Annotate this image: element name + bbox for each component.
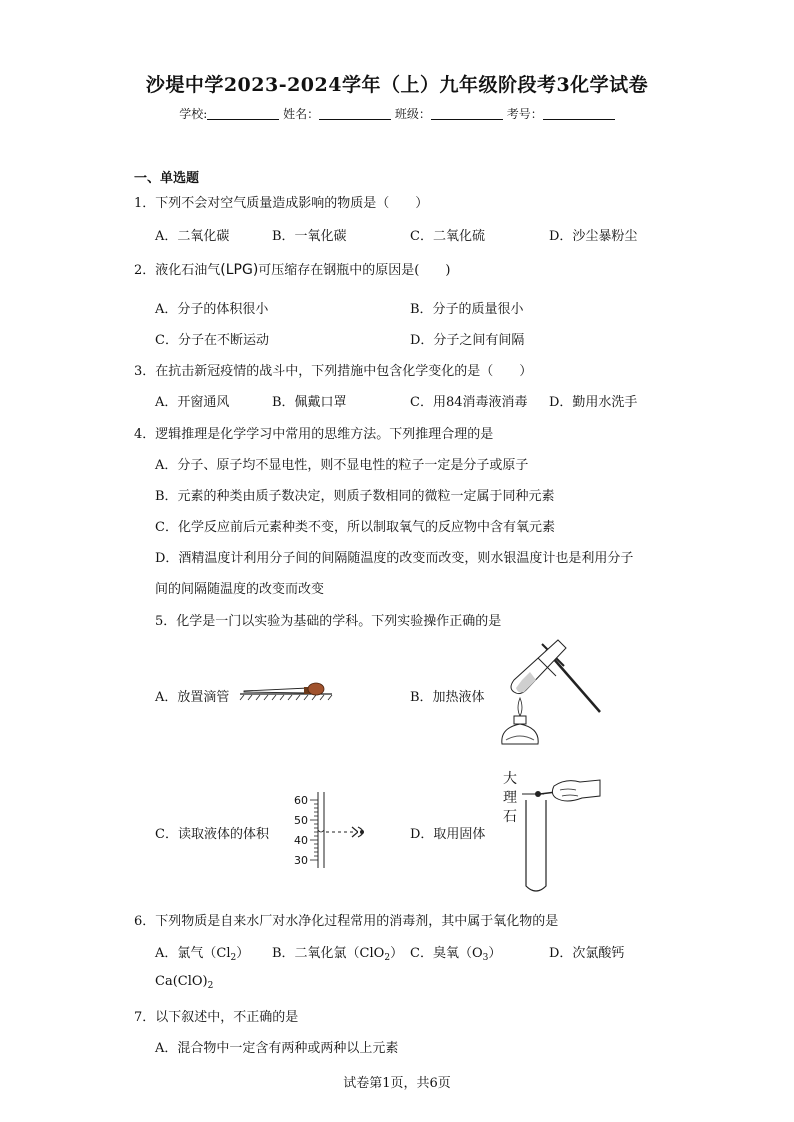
q2-option-a[interactable]: A．分子的体积很小 [155,302,269,317]
page-footer: 试卷第1页，共6页 [343,1076,451,1091]
question-1-stem: 1．下列不会对空气质量造成影响的物质是（ ） [134,196,429,211]
q6-option-b-sub: 2 [384,953,391,963]
question-3-stem: 3．在抗击新冠疫情的战斗中，下列措施中包含化学变化的是（ ） [134,364,533,379]
q1-option-a[interactable]: A．二氧化碳 [155,229,230,244]
cylinder-tick-50: 50 [294,814,308,827]
marble-label-1: 大 [503,771,517,787]
q2-stem-post: 可压缩存在钢瓶中的原因是( ) [258,263,451,278]
student-info-line [0,105,794,122]
question-2-stem [134,259,450,278]
q6-option-a-sub: 2 [230,953,237,963]
q6-option-d-formula [155,974,213,991]
q6-option-c[interactable] [410,942,501,963]
q6-option-b-close: ） [390,946,404,961]
q1-option-d[interactable]: D．沙尘暴粉尘 [549,229,638,244]
name-label: 姓名： [283,107,320,121]
q3-option-c[interactable]: C．用84消毒液消毒 [410,395,528,410]
q4-option-c[interactable]: C．化学反应前后元素种类不变，所以制取氧气的反应物中含有氧元素 [155,520,555,535]
q5-option-d[interactable]: D．取用固体 [410,827,486,842]
q2-option-d[interactable]: D．分子之间有间隔 [410,333,525,348]
class-label: 班级： [394,107,431,121]
q1-option-c[interactable]: C．二氧化硫 [410,229,485,244]
question-4-stem: 4．逻辑推理是化学学习中常用的思维方法。下列推理合理的是 [134,427,494,442]
q3-option-b[interactable]: B．佩戴口罩 [272,395,347,410]
q4-option-a[interactable]: A．分子、原子均不显电性，则不显电性的粒子一定是分子或原子 [155,458,529,473]
q5-option-a[interactable]: A．放置滴管 [155,690,230,705]
q6-formula-text: Ca(ClO) [155,974,208,989]
q6-option-c-sub: 3 [482,953,489,963]
q6-formula-sub: 2 [207,981,214,991]
q6-option-c-text: C．臭氧（O [410,946,483,961]
school-label: 学校: [179,107,208,121]
q3-option-d[interactable]: D．勤用水洗手 [549,395,638,410]
school-blank[interactable] [207,107,279,120]
q6-option-c-close: ） [488,946,502,961]
q2-stem-pre: 2．液化石油气 [134,263,221,278]
q6-option-a[interactable] [155,942,249,963]
q6-option-a-close: ） [236,946,250,961]
q6-option-b[interactable] [272,942,403,963]
question-7-stem: 7．以下叙述中，不正确的是 [134,1010,299,1025]
q4-option-b[interactable]: B．元素的种类由质子数决定，则质子数相同的微粒一定属于同种元素 [155,489,555,504]
q4-option-d[interactable]: D．酒精温度计利用分子间的间隔随温度的改变而改变，则水银温度计也是利用分子 [155,551,634,566]
q5-option-c[interactable]: C．读取液体的体积 [155,827,269,842]
q2-stem-paren: (LPG) [220,262,259,278]
class-blank[interactable] [431,107,503,120]
q6-option-a-text: A．氯气（Cl [155,946,231,961]
marble-label-3: 石 [503,809,517,825]
q2-option-c[interactable]: C．分子在不断运动 [155,333,269,348]
heating-liquid-figure [496,636,608,750]
marble-label-2: 理 [503,790,517,806]
name-blank[interactable] [319,107,391,120]
q4-option-d-continued: 间的间隔随温度的改变而改变 [155,582,325,597]
cylinder-tick-30: 30 [294,854,308,867]
q1-option-b[interactable]: B．一氧化碳 [272,229,347,244]
exam-number-blank[interactable] [543,107,615,120]
cylinder-tick-40: 40 [294,834,308,847]
section-heading: 一、单选题 [134,171,200,186]
q7-option-a[interactable]: A．混合物中一定含有两种或两种以上元素 [155,1041,399,1056]
page-title: 沙堤中学2023-2024学年（上）九年级阶段考3化学试卷 [145,74,649,96]
q6-option-b-text: B．二氧化氯（ClO [272,946,385,961]
exam-number-label: 考号： [506,107,543,121]
dropper-on-table-figure [238,678,334,702]
question-5-stem: 5．化学是一门以实验为基础的学科。下列实验操作正确的是 [155,614,502,629]
q3-option-a[interactable]: A．开窗通风 [155,395,230,410]
q6-option-d[interactable]: D．次氯酸钙 [549,946,625,961]
q2-option-b[interactable]: B．分子的质量很小 [410,302,524,317]
cylinder-tick-60: 60 [294,794,308,807]
question-6-stem: 6．下列物质是自来水厂对水净化过程常用的消毒剂，其中属于氧化物的是 [134,914,559,929]
q5-option-b[interactable]: B．加热液体 [410,690,485,705]
